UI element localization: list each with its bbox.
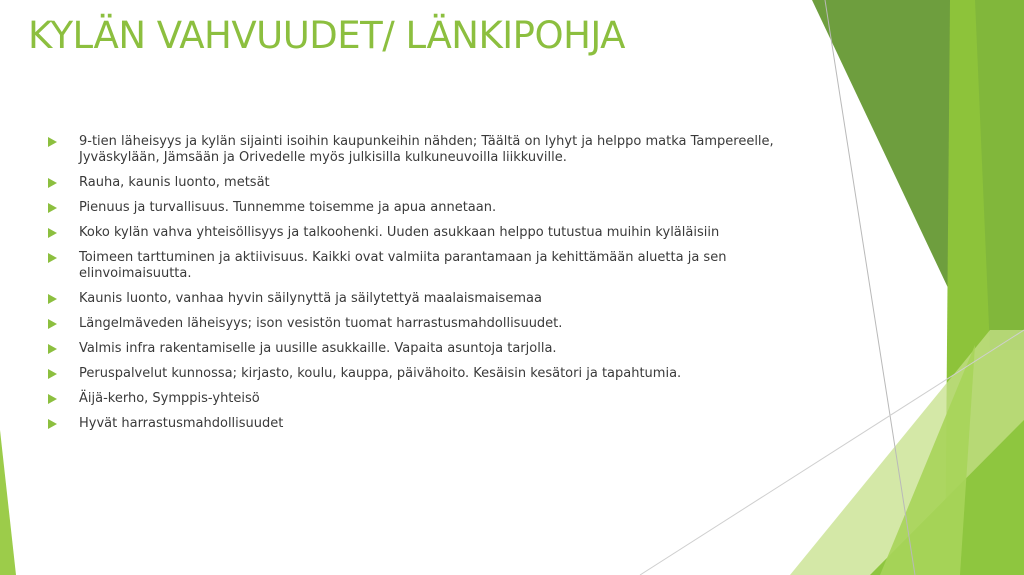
list-item	[48, 291, 808, 307]
bullet-text: Pienuus ja turvallisuus. Tunnemme toisemme ja apua annetaan.	[79, 200, 497, 215]
bullet-list	[48, 134, 808, 441]
triangle-right-icon	[48, 419, 79, 429]
bullet-text: Rauha, kaunis luonto, metsät	[79, 175, 270, 190]
list-item	[48, 225, 808, 241]
triangle-right-icon	[48, 294, 79, 304]
list-item	[48, 341, 808, 357]
triangle-right-icon	[48, 344, 79, 354]
list-item	[48, 134, 808, 166]
triangle-right-icon	[48, 137, 79, 147]
slide-title: KYLÄN VAHVUUDET/ LÄNKIPOHJA	[28, 14, 625, 57]
triangle-right-icon	[48, 394, 79, 404]
list-item	[48, 316, 808, 332]
bullet-text: 9-tien läheisyys ja kylän sijainti isoihin kaupunkeihin nähden; Täältä on lyhyt ja helppo matka Tampereelle, Jyväskylään, Jämsään ja Orivedelle myös julkisilla kulkuneuvoilla liikkuville.	[79, 134, 774, 165]
list-item	[48, 175, 808, 191]
bullet-text: Äijä-kerho, Symppis-yhteisö	[79, 391, 260, 406]
list-item	[48, 200, 808, 216]
bullet-text: Valmis infra rakentamiselle ja uusille asukkaille. Vapaita asuntoja tarjolla.	[79, 341, 557, 356]
bullet-text: Toimeen tarttuminen ja aktiivisuus. Kaikki ovat valmiita parantamaan ja kehittämään aluetta ja sen elinvoimaisuutta.	[79, 250, 727, 281]
triangle-right-icon	[48, 253, 79, 263]
bullet-text: Koko kylän vahva yhteisöllisyys ja talkoohenki. Uuden asukkaan helppo tutustua muihin kyläläisiin	[79, 225, 720, 240]
bullet-text: Hyvät harrastusmahdollisuudet	[79, 416, 284, 431]
list-item	[48, 416, 808, 432]
list-item	[48, 391, 808, 407]
left-edge-shape	[0, 430, 16, 575]
triangle-right-icon	[48, 369, 79, 379]
bullet-text: Kaunis luonto, vanhaa hyvin säilynyttä ja säilytettyä maalaismaisemaa	[79, 291, 542, 306]
list-item	[48, 250, 808, 282]
triangle-right-icon	[48, 228, 79, 238]
triangle-right-icon	[48, 203, 79, 213]
triangle-right-icon	[48, 178, 79, 188]
bullet-text: Längelmäveden läheisyys; ison vesistön tuomat harrastusmahdollisuudet.	[79, 316, 563, 331]
bullet-text: Peruspalvelut kunnossa; kirjasto, koulu, kauppa, päivähoito. Kesäisin kesätori ja tapahtumia.	[79, 366, 682, 381]
list-item	[48, 366, 808, 382]
triangle-right-icon	[48, 319, 79, 329]
